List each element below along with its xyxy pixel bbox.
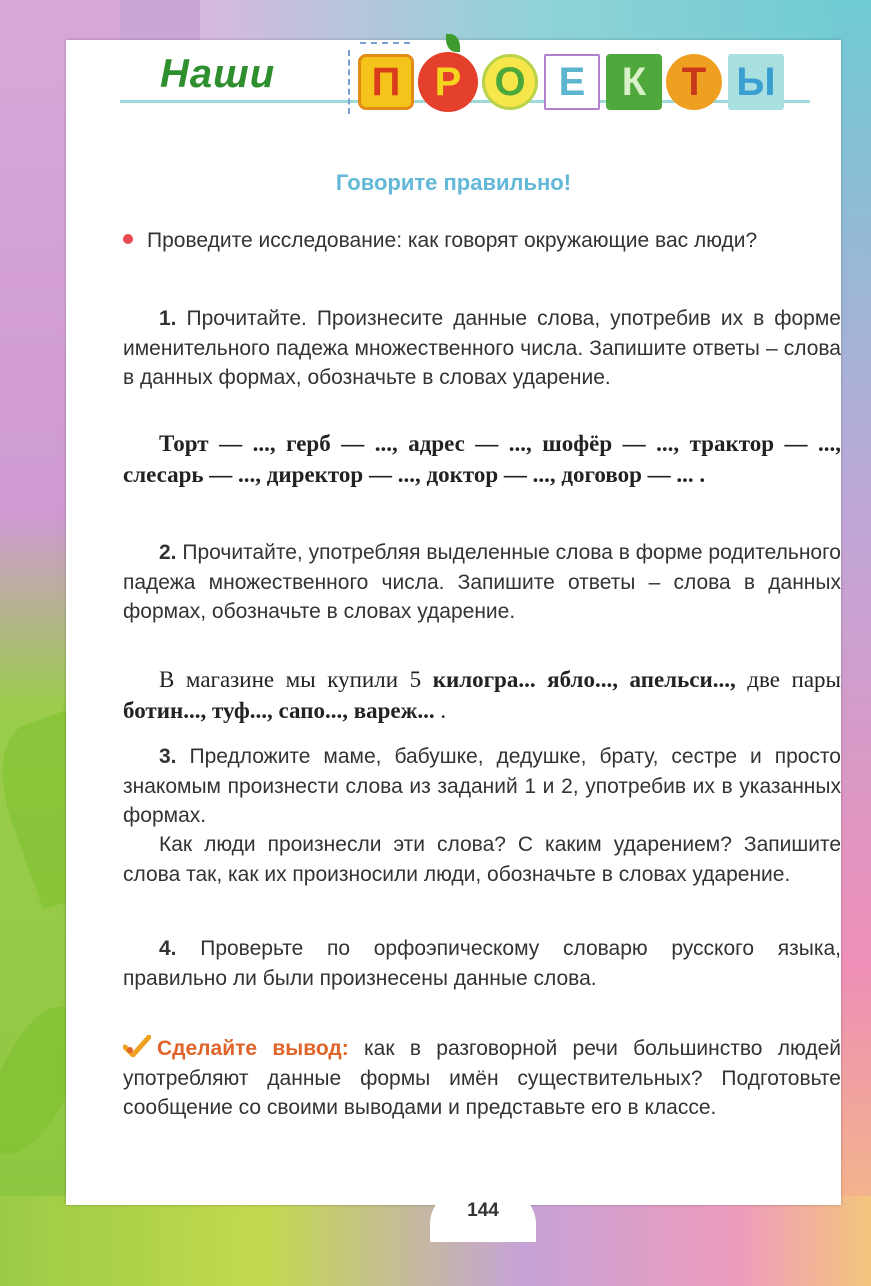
sentence-part: В магазине мы купили 5 (159, 667, 433, 692)
conclusion-text: как в разговорной речи большинство людей употребляют данные формы имён существительных? Подготовьте сообщение со своими выводами и представьте его в классе. (123, 1037, 841, 1119)
letter-tile: Е (544, 54, 600, 110)
sentence-part: две пары (735, 667, 841, 692)
page-number: 144 (467, 1200, 499, 1221)
conclusion (123, 1034, 841, 1123)
sentence-part-bold: ботин..., туф..., сапо..., вареж... (123, 698, 435, 723)
task-4 (123, 934, 841, 993)
letter-tile: Т (666, 54, 722, 110)
task-2 (123, 538, 841, 627)
header (120, 48, 810, 118)
task-3 (123, 742, 841, 831)
task-2-sentence (123, 664, 841, 726)
conclusion-label: Сделайте вывод: (157, 1037, 349, 1060)
task-3-continued (123, 830, 841, 889)
sentence-part-bold: килогра... ябло..., апельси..., (432, 667, 736, 692)
checkmark-icon (123, 1035, 151, 1057)
letter-tile: К (606, 54, 662, 110)
letter-tile: О (482, 54, 538, 110)
task-number: 1. (159, 307, 177, 330)
task-text: Как люди произнесли эти слова? С каким ударением? Запишите слова так, как их произносили люди, обозначьте в словах ударение. (123, 833, 841, 886)
bullet-icon (123, 234, 133, 244)
task-text: Прочитайте. Произнесите данные слова, употребив их в форме именительного падежа множественного числа. Запишите ответы – слова в данных формах, обозначьте в словах ударение. (123, 307, 841, 389)
intro-paragraph (123, 226, 841, 256)
letter-tile: П (358, 54, 414, 110)
project-letters (358, 48, 818, 112)
task-1 (123, 304, 841, 393)
task-number: 3. (159, 745, 177, 768)
task-text: Предложите маме, бабушке, дедушке, брату, сестре и просто знакомым произнести слова из заданий 1 и 2, употребив их в указанных формах. (123, 745, 841, 827)
task-number: 2. (159, 541, 177, 564)
dimension-arrow-icon (360, 42, 410, 44)
letter-tile: Ы (728, 54, 784, 110)
task-number: 4. (159, 937, 177, 960)
task-text: Прочитайте, употребляя выделенные слова в форме родительного падежа множественного числа. Запишите ответы – слова в данных формах, обозначьте в словах ударение. (123, 541, 841, 623)
header-word: Наши (160, 52, 276, 96)
sentence-part: . (434, 698, 447, 723)
task-text: Проверьте по орфоэпическому словарю русского языка, правильно ли были произнесены данные слова. (123, 937, 841, 990)
apple-icon: Р (418, 52, 478, 112)
word-list: Торт — ..., герб — ..., адрес — ..., шофёр — ..., трактор — ..., слесарь — ..., директор — ..., доктор — ..., договор — ... . (123, 431, 841, 487)
section-title: Говорите правильно! (335, 170, 572, 195)
intro-text: Проведите исследование: как говорят окружающие вас люди? (147, 229, 758, 252)
dimension-arrow-icon (348, 50, 350, 114)
task-1-words (123, 428, 841, 490)
